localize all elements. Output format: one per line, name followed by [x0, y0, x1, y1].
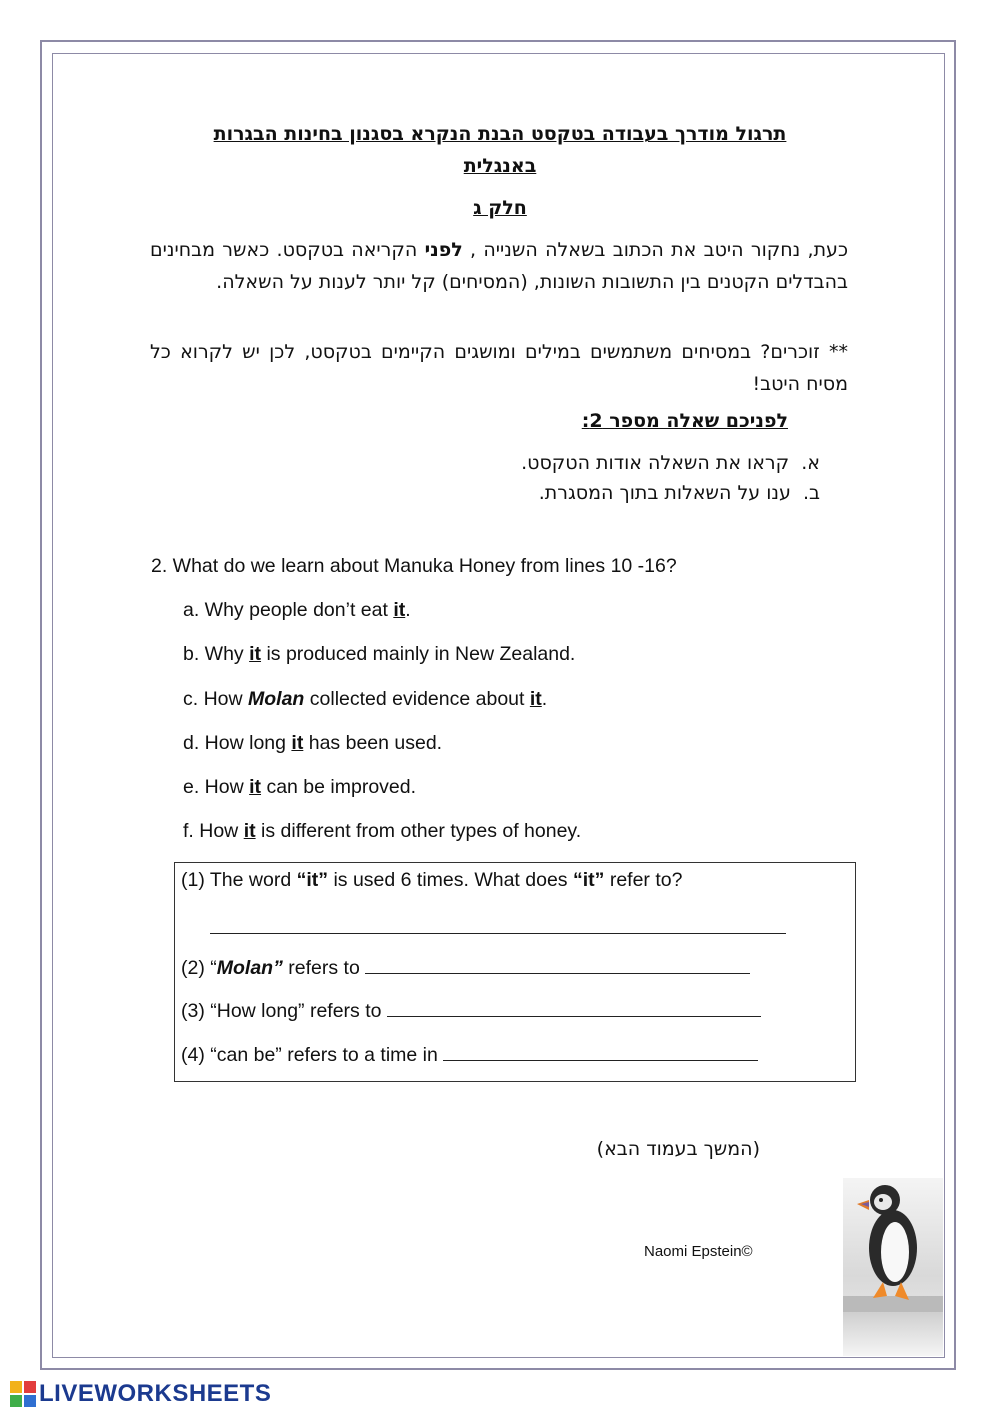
option-b-end: is produced mainly in New Zealand. — [261, 643, 576, 665]
continued-note: (המשך בעמוד הבא) — [596, 1138, 760, 1160]
box-q2-molan: Molan” — [216, 957, 283, 979]
part-label: חלק ג — [473, 197, 527, 219]
option-b[interactable] — [183, 643, 575, 666]
section-heading: לפניכם שאלה מספר 2: — [581, 410, 788, 432]
answer-2-blank[interactable] — [365, 955, 750, 974]
answer-1-blank[interactable] — [210, 915, 786, 934]
option-e-end: can be improved. — [261, 776, 417, 798]
box-q4-text: (4) “can be” refers to a time in — [181, 1044, 444, 1066]
intro-bold-word: לפני — [424, 239, 463, 261]
option-f-text: f. How — [183, 820, 244, 842]
box-q1-text: (1) The word — [181, 869, 297, 891]
box-q1-it2: “it” — [572, 869, 605, 891]
option-f-end: is different from other types of honey. — [255, 820, 582, 842]
box-question-1 — [181, 869, 682, 892]
box-question-3 — [181, 998, 761, 1023]
step-a-text: קראו את השאלה אודות הטקסט. — [521, 452, 790, 474]
option-e-it: it — [249, 776, 262, 798]
option-c-it: it — [529, 688, 542, 710]
box-q1-end: refer to? — [604, 869, 683, 891]
option-b-text: b. Why — [183, 643, 250, 665]
liveworksheets-brand: LIVEWORKSHEETS — [39, 1380, 272, 1407]
worksheet-title-line1: תרגול מודרך בעבודה בטקסט הבנת הנקרא בסגנון בחינות הבגרות — [213, 123, 787, 145]
option-c-molan: Molan — [248, 688, 305, 710]
step-a-marker: א. — [801, 452, 820, 474]
step-b-marker: ב. — [802, 482, 820, 504]
option-a[interactable] — [183, 599, 411, 622]
step-a — [521, 452, 820, 474]
reminder-paragraph: ** זוכרים? במסיחים משתמשים במילים ומושגים הקיימים בטקסט, לכן יש לקרוא כל מסיח היטב! — [150, 341, 848, 395]
option-a-text: a. Why people don’t eat — [183, 599, 394, 621]
box-q3-text: (3) “How long” refers to — [181, 1000, 387, 1022]
liveworksheets-footer[interactable] — [10, 1380, 271, 1408]
intro-paragraph — [150, 234, 848, 298]
answer-4-blank[interactable] — [443, 1042, 758, 1061]
puffin-image — [843, 1178, 943, 1356]
option-a-it: it — [393, 599, 406, 621]
option-d-end: has been used. — [303, 732, 443, 754]
option-f[interactable] — [183, 820, 581, 843]
option-c-end: . — [541, 688, 548, 710]
liveworksheets-logo-icon — [10, 1381, 36, 1407]
intro-text-start: כעת, נחקור היטב את הכתוב בשאלה השנייה , — [462, 239, 848, 261]
worksheet-title-line2: באנגלית — [463, 155, 537, 177]
option-e[interactable] — [183, 776, 416, 799]
answer-3-blank[interactable] — [387, 998, 761, 1017]
option-c[interactable] — [183, 688, 547, 711]
option-d[interactable] — [183, 732, 442, 755]
box-question-2 — [181, 955, 750, 980]
option-c-text: c. How — [183, 688, 249, 710]
author-credit: Naomi Epstein© — [644, 1243, 753, 1260]
box-q1-mid: is used 6 times. What does — [328, 869, 573, 891]
option-b-it: it — [249, 643, 262, 665]
step-b-text: ענו על השאלות בתוך המסגרת. — [538, 482, 791, 504]
option-c-mid: collected evidence about — [304, 688, 530, 710]
question-stem: 2. What do we learn about Manuka Honey from lines 10 -16? — [151, 555, 677, 577]
step-b — [539, 482, 820, 504]
option-a-end: . — [405, 599, 411, 621]
intro-text-end: הקריאה בטקסט. כאשר מבחינים בהבדלים הקטנים בין התשובות השונות, (המסיחים) קל יותר לענות על השאלה. — [150, 239, 848, 293]
option-e-text: e. How — [183, 776, 250, 798]
box-q2-text: (2) “ — [181, 957, 217, 979]
box-q2-end: refers to — [282, 957, 366, 979]
box-q1-it1: “it” — [296, 869, 329, 891]
option-d-it: it — [291, 732, 304, 754]
option-d-text: d. How long — [183, 732, 292, 754]
answer-box — [174, 862, 856, 1082]
box-question-4 — [181, 1042, 758, 1067]
option-f-it: it — [243, 820, 256, 842]
